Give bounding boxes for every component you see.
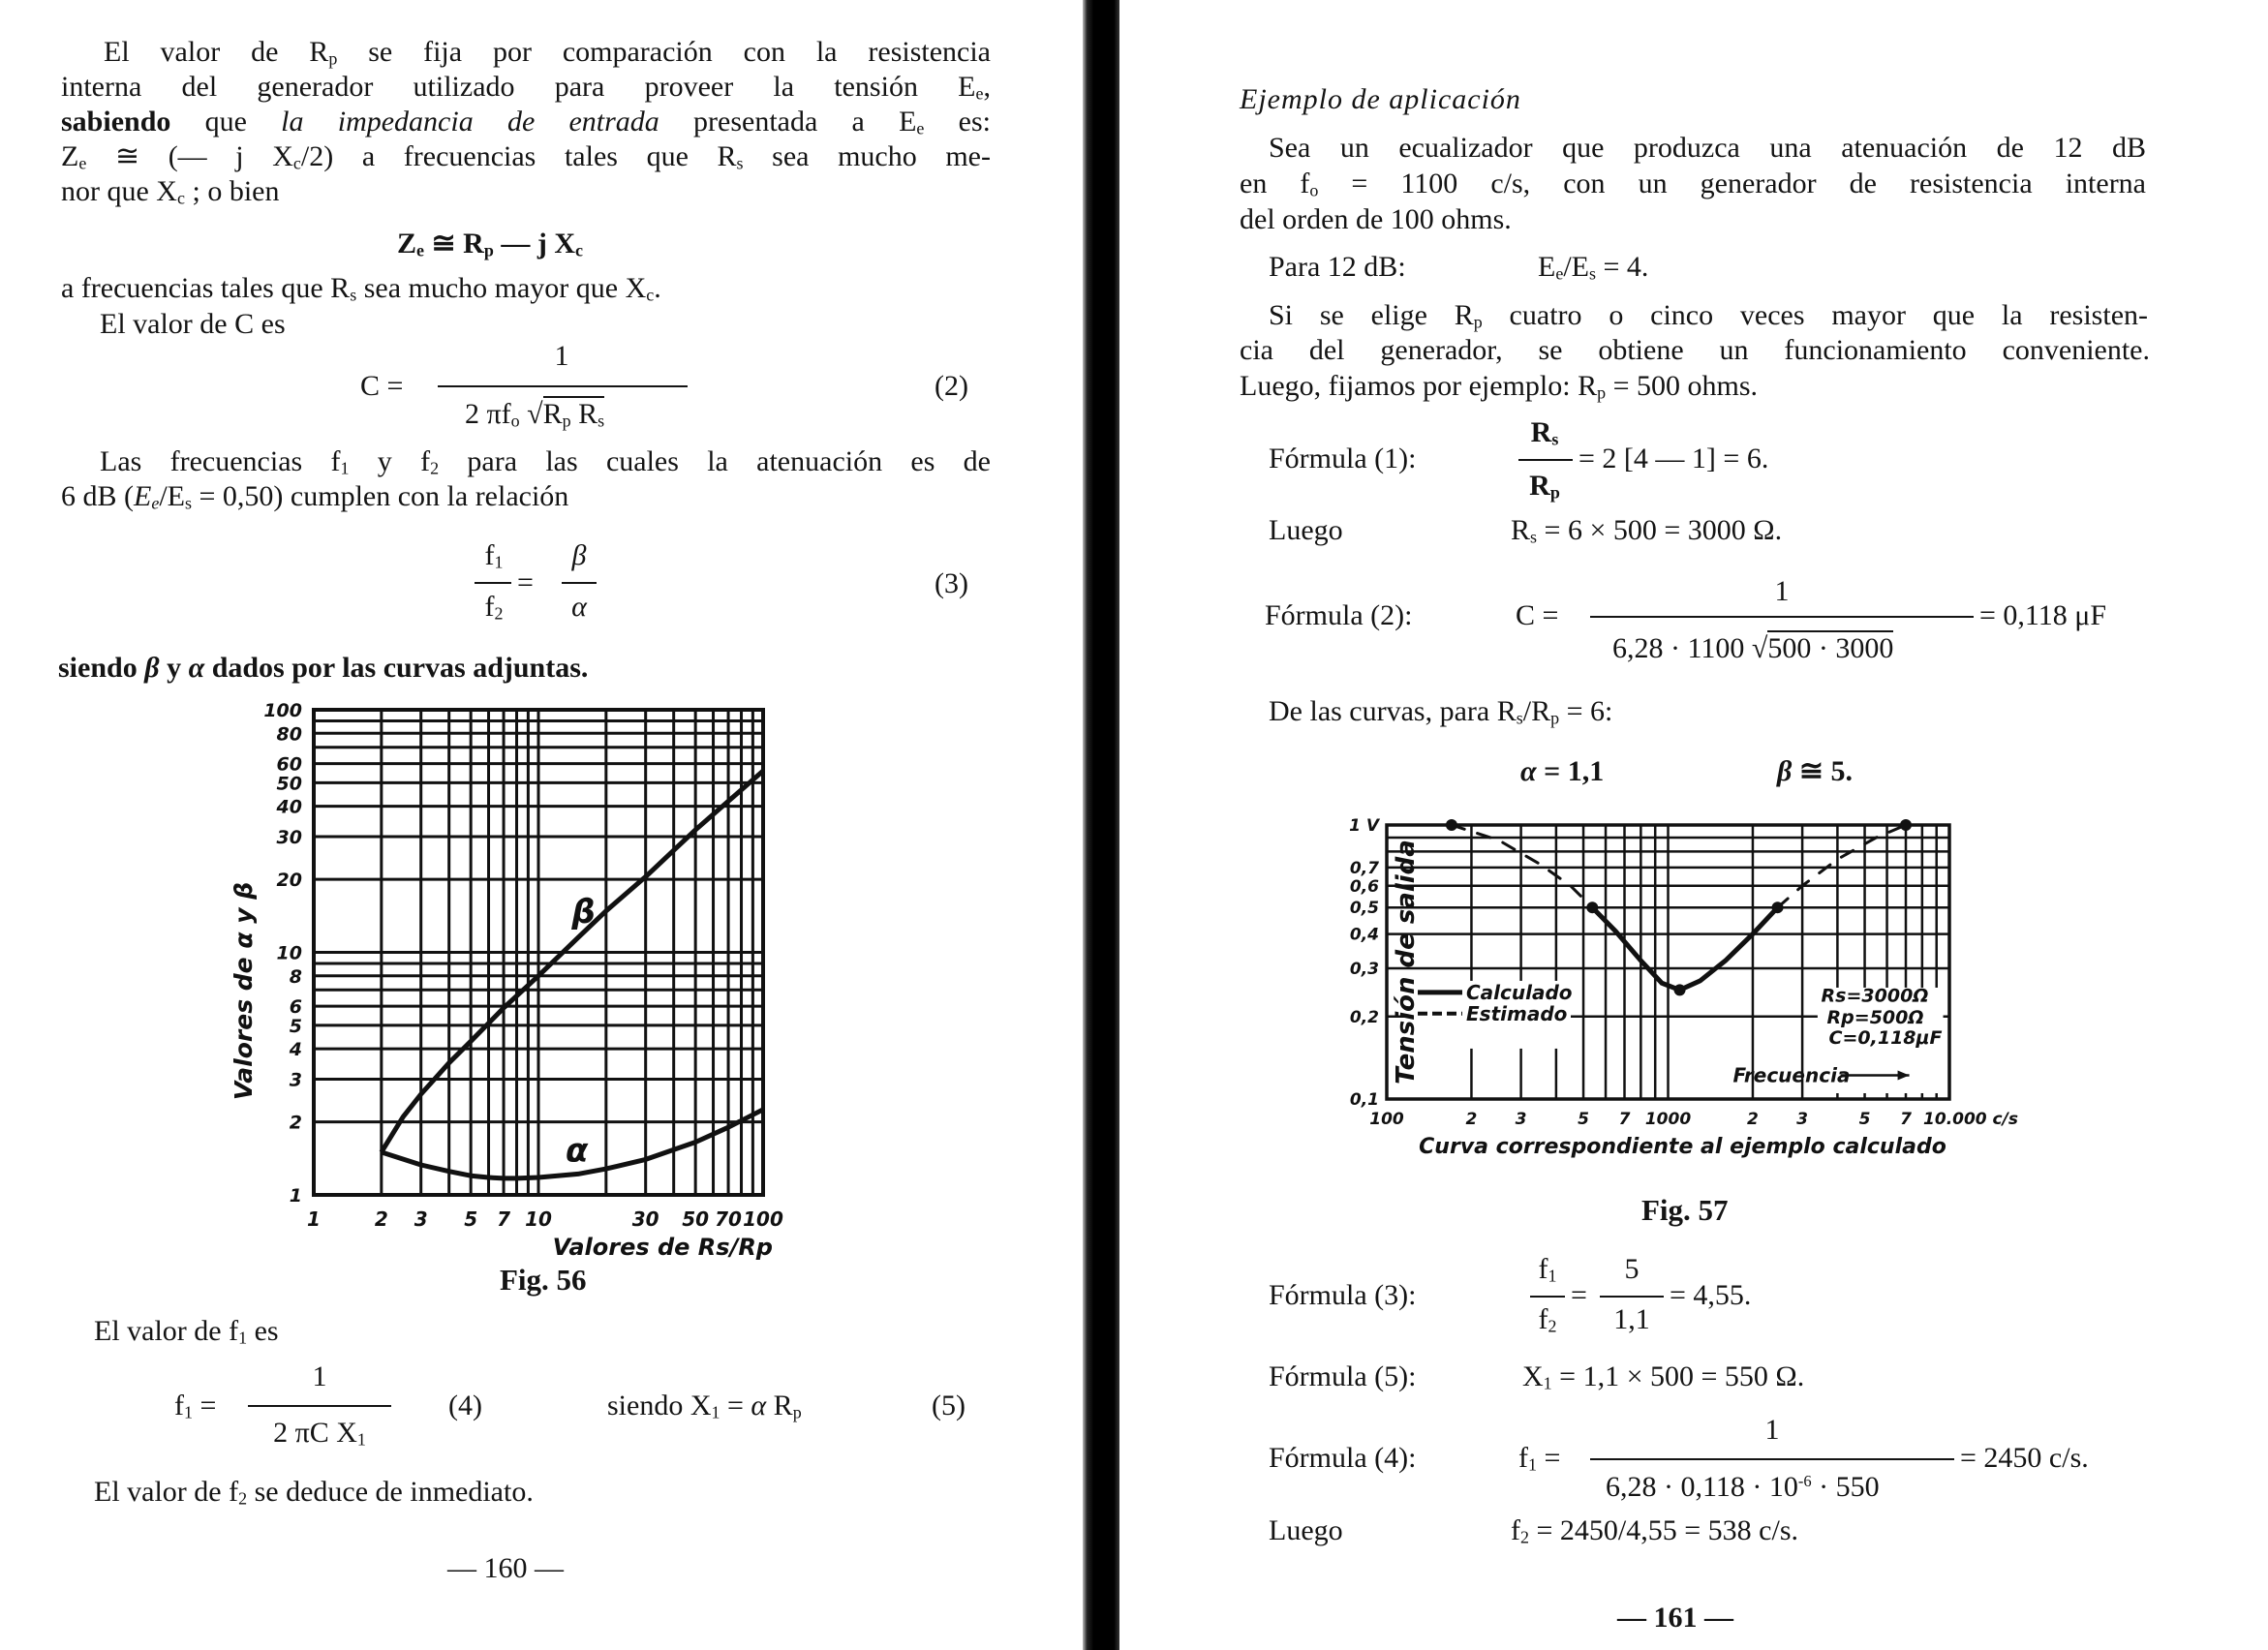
formula-2-rhs: = 0,118 μF (1979, 599, 2107, 631)
y-tick-label: 1 (289, 1185, 302, 1207)
equation-ze: $Z_e$ ≅ $R_p$ — j $X_c$ (397, 228, 583, 260)
eq4-lhs: $f_1$ = (174, 1390, 217, 1422)
series-line-beta (382, 771, 763, 1152)
beta-curve-label: β (571, 892, 596, 932)
eq2-denominator: 2 $\pi f_o$ $√R_p$ $R_s$ (465, 398, 605, 431)
formula-3-num-right: 5 (1624, 1253, 1640, 1285)
x-tick-label: 5 (1858, 1110, 1871, 1129)
y-tick-label: 0,5 (1349, 899, 1379, 919)
text-line: en $f_o = 1100$ c/s, con un generador de resistencia interna (1240, 168, 2146, 200)
x-tick-label: 7 (1900, 1110, 1912, 1129)
annotation-c: C=0,118μF (1828, 1027, 1943, 1050)
luego-label: Luego (1269, 514, 1343, 546)
text-line: siendo β y α dados por las curvas adjuntas. (58, 652, 589, 684)
formula-1-label: Fórmula (1): (1269, 443, 1417, 474)
formula-1-bar (1518, 459, 1573, 461)
annotation-rs: Rs=3000Ω (1821, 985, 1929, 1007)
page-number: — 161 — (1617, 1602, 1733, 1634)
calculated-curve (1592, 907, 1777, 990)
text-line: $Z_e$ ≅ (— j $X_c/2$) a frecuencias tales que $R_s$ sea mucho me- (61, 140, 991, 173)
x-tick-label: 3 (1796, 1110, 1809, 1129)
formula-4-bar (1590, 1458, 1954, 1460)
formula-3-num-left: $f_1$ (1538, 1253, 1557, 1286)
x-tick-label: 3 (414, 1207, 428, 1231)
y-axis-title: Valores de α y β (230, 881, 258, 1101)
text-line: interna del generador utilizado para proveer la tensión $E_e$, (61, 71, 991, 104)
chart-subtitle: Curva correspondiente al ejemplo calculado (1419, 1135, 1946, 1159)
x-axis-title: Valores de Rs/Rp (552, 1234, 773, 1261)
x-tick-label: 70 (715, 1207, 742, 1231)
luego-expr-2: $f_2 = 2450/4,55 = 538$ c/s. (1511, 1514, 1798, 1547)
y-tick-label: 80 (276, 723, 302, 746)
text-line: El valor de C es (100, 308, 286, 340)
text-line: Para 12 dB: (1269, 251, 1406, 283)
text-line: De las curvas, para $R_s/R_p = 6$: (1269, 695, 1613, 728)
eq2-fraction-bar (438, 385, 688, 387)
eq4-numerator: 1 (312, 1360, 327, 1392)
data-point (1674, 984, 1686, 995)
data-point (1586, 901, 1598, 913)
x-tick-label: 10.000 c/s (1923, 1110, 2018, 1129)
formula-2-bar (1590, 616, 1974, 618)
y-tick-label: 0,7 (1349, 858, 1379, 878)
y-tick-label: 0,6 (1349, 876, 1379, 897)
luego-expr: $R_s = 6 \times 500 = 3000$ Ω. (1511, 514, 1783, 547)
beta-value: β ≅ 5. (1777, 755, 1854, 787)
y-tick-label: 60 (276, 753, 302, 776)
data-point (1772, 901, 1784, 913)
eq3-number: (3) (935, 567, 968, 599)
text-line: El valor de $R_p$ se fija por comparación con la resistencia (104, 36, 991, 69)
eq2-number: (2) (935, 370, 968, 402)
x-tick-label: 3 (1515, 1110, 1527, 1129)
left-page (0, 0, 1075, 1650)
formula-5-label: Fórmula (5): (1269, 1360, 1417, 1392)
eq3-equals: = (517, 566, 534, 598)
annotation-frecuencia: Frecuencia (1732, 1063, 1851, 1087)
y-tick-label: 0,3 (1349, 959, 1379, 979)
annotation-rp: Rp=500Ω (1826, 1006, 1924, 1028)
x-tick-label: 10 (525, 1207, 552, 1231)
formula-1-rhs: = 2 [4 — 1] = 6. (1578, 443, 1769, 474)
x-tick-label: 100 (743, 1207, 783, 1231)
eq3-num-left: $f_1$ (484, 539, 504, 572)
eq3-bar-right (562, 582, 597, 584)
text-line: sabiendo que la impedancia de entrada presentada a $E_e$ es: (61, 106, 991, 138)
text-line: del orden de 100 ohms. (1240, 203, 1512, 235)
data-point (1446, 819, 1457, 831)
y-tick-label: 2 (289, 1112, 302, 1134)
x-tick-label: 30 (631, 1207, 659, 1231)
book-spine-gutter (1083, 0, 1119, 1650)
x-tick-label: 2 (374, 1207, 388, 1231)
formula-1-denominator: $R_p$ (1529, 470, 1560, 503)
figure-57-caption: Fig. 57 (1641, 1193, 1729, 1227)
y-axis-title: Tensión de salida (1392, 840, 1421, 1085)
formula-1-numerator: $R_s$ (1530, 416, 1559, 449)
formula-4-lhs: $f_1$ = (1518, 1442, 1561, 1475)
data-point (1900, 819, 1912, 831)
eq4-fraction-bar (248, 1405, 391, 1407)
formula-3-label: Fórmula (3): (1269, 1279, 1417, 1311)
formula-3-rhs: = 4,55. (1670, 1279, 1752, 1311)
y-tick-label: 5 (289, 1015, 302, 1037)
text-line: a frecuencias tales que $R_s$ sea mucho mayor que $X_c$. (61, 272, 661, 305)
x-tick-label: 50 (682, 1207, 710, 1231)
x-tick-label: 7 (497, 1207, 511, 1231)
y-tick-label: 30 (276, 826, 302, 848)
x-tick-label: 2 (1465, 1110, 1478, 1129)
text-line: 6 dB $(E_e/E_s = 0,50)$ cumplen con la relación (61, 480, 569, 513)
eq2-lhs: C = (360, 370, 404, 402)
text-line: $E_e/E_s = 4$. (1538, 251, 1649, 284)
y-tick-label: 50 (276, 773, 302, 795)
x-tick-label: 100 (1369, 1110, 1404, 1129)
formula-3-equals: = (1571, 1279, 1587, 1311)
y-tick-label: 20 (276, 870, 302, 892)
legend-label: Calculado (1466, 980, 1573, 1004)
eq3-num-right: β (571, 539, 587, 571)
alpha-curve-label: α (566, 1131, 589, 1171)
eq3-bar-left (475, 582, 511, 584)
formula-4-label: Fórmula (4): (1269, 1442, 1417, 1474)
alpha-value: α = 1,1 (1520, 755, 1605, 787)
formula-2-lhs: C = (1516, 599, 1559, 631)
x-tick-label: 2 (1747, 1110, 1759, 1129)
y-tick-label: 0,1 (1349, 1090, 1379, 1110)
eq5: siendo $X_1 = \alpha$ $R_p$ (607, 1390, 802, 1422)
y-tick-label: 100 (263, 700, 302, 721)
y-tick-label: 0,4 (1349, 925, 1379, 945)
figure-56-chart (213, 692, 852, 1273)
y-tick-label: 3 (289, 1069, 302, 1091)
eq5-number: (5) (932, 1390, 965, 1421)
y-tick-label: 6 (289, 996, 302, 1019)
text-line: Las frecuencias $f_1$ y $f_2$ para las cuales la atenuación es de (100, 445, 992, 478)
formula-2-numerator: 1 (1774, 575, 1790, 607)
y-tick-label: 0,2 (1349, 1007, 1379, 1027)
x-tick-label: 5 (1578, 1110, 1589, 1129)
luego-label-2: Luego (1269, 1514, 1343, 1546)
formula-2-denominator: 6,28 · 1100 √500 · 3000 (1612, 632, 1894, 664)
text-line: El valor de $f_2$ se deduce de inmediato. (94, 1476, 534, 1509)
eq2-numerator: 1 (554, 340, 569, 372)
y-tick-label: 10 (276, 942, 302, 964)
eq3-den-right: α (571, 591, 587, 623)
formula-3-den-left: $f_2$ (1538, 1303, 1557, 1336)
section-heading: Ejemplo de aplicación (1240, 83, 1521, 115)
eq3-den-left: $f_2$ (484, 591, 504, 624)
y-tick-label: 8 (289, 965, 302, 988)
text-line: Sea un ecualizador que produzca una atenuación de 12 dB (1269, 132, 2146, 164)
text-line: cia del generador, se obtiene un funcionamiento conveniente. (1240, 334, 2150, 366)
page-number: — 160 — (447, 1552, 564, 1584)
formula-4-denominator: $6,28 \cdot 0,118 \cdot 10^{-6} \cdot 550$ (1606, 1471, 1880, 1503)
formula-3-bar-left (1530, 1296, 1565, 1298)
formula-2-label: Fórmula (2): (1265, 599, 1413, 631)
figure-57-chart (1341, 804, 2038, 1181)
figure-56-caption: Fig. 56 (500, 1263, 587, 1297)
formula-3-den-right: 1,1 (1613, 1303, 1650, 1335)
text-line: El valor de $f_1$ es (94, 1315, 279, 1348)
x-tick-label: 1000 (1644, 1110, 1692, 1129)
y-tick-label: 40 (276, 796, 302, 818)
formula-3-bar-right (1600, 1296, 1664, 1298)
eq4-number: (4) (448, 1390, 482, 1421)
y-tick-label: 1 V (1349, 816, 1379, 836)
text-line: nor que $X_c$ ; o bien (61, 175, 280, 208)
x-tick-label: 1 (307, 1207, 321, 1231)
formula-4-numerator: 1 (1764, 1414, 1780, 1446)
formula-4-rhs: = 2450 c/s. (1960, 1442, 2089, 1474)
y-tick-label: 4 (289, 1039, 302, 1061)
legend-label: Estimado (1466, 1001, 1568, 1025)
formula-5-expr: $X_1 = 1,1 \times 500 = 550$ Ω. (1522, 1360, 1805, 1393)
right-page (1123, 0, 2268, 1650)
x-tick-label: 7 (1618, 1110, 1631, 1129)
text-line: Luego, fijamos por ejemplo: $R_p = 500$ ohms. (1240, 370, 1759, 403)
eq4-denominator: 2 πC $X_1$ (273, 1417, 366, 1450)
x-tick-label: 5 (464, 1207, 478, 1231)
text-line: Si se elige $R_p$ cuatro o cinco veces mayor que la resisten- (1269, 299, 2148, 332)
